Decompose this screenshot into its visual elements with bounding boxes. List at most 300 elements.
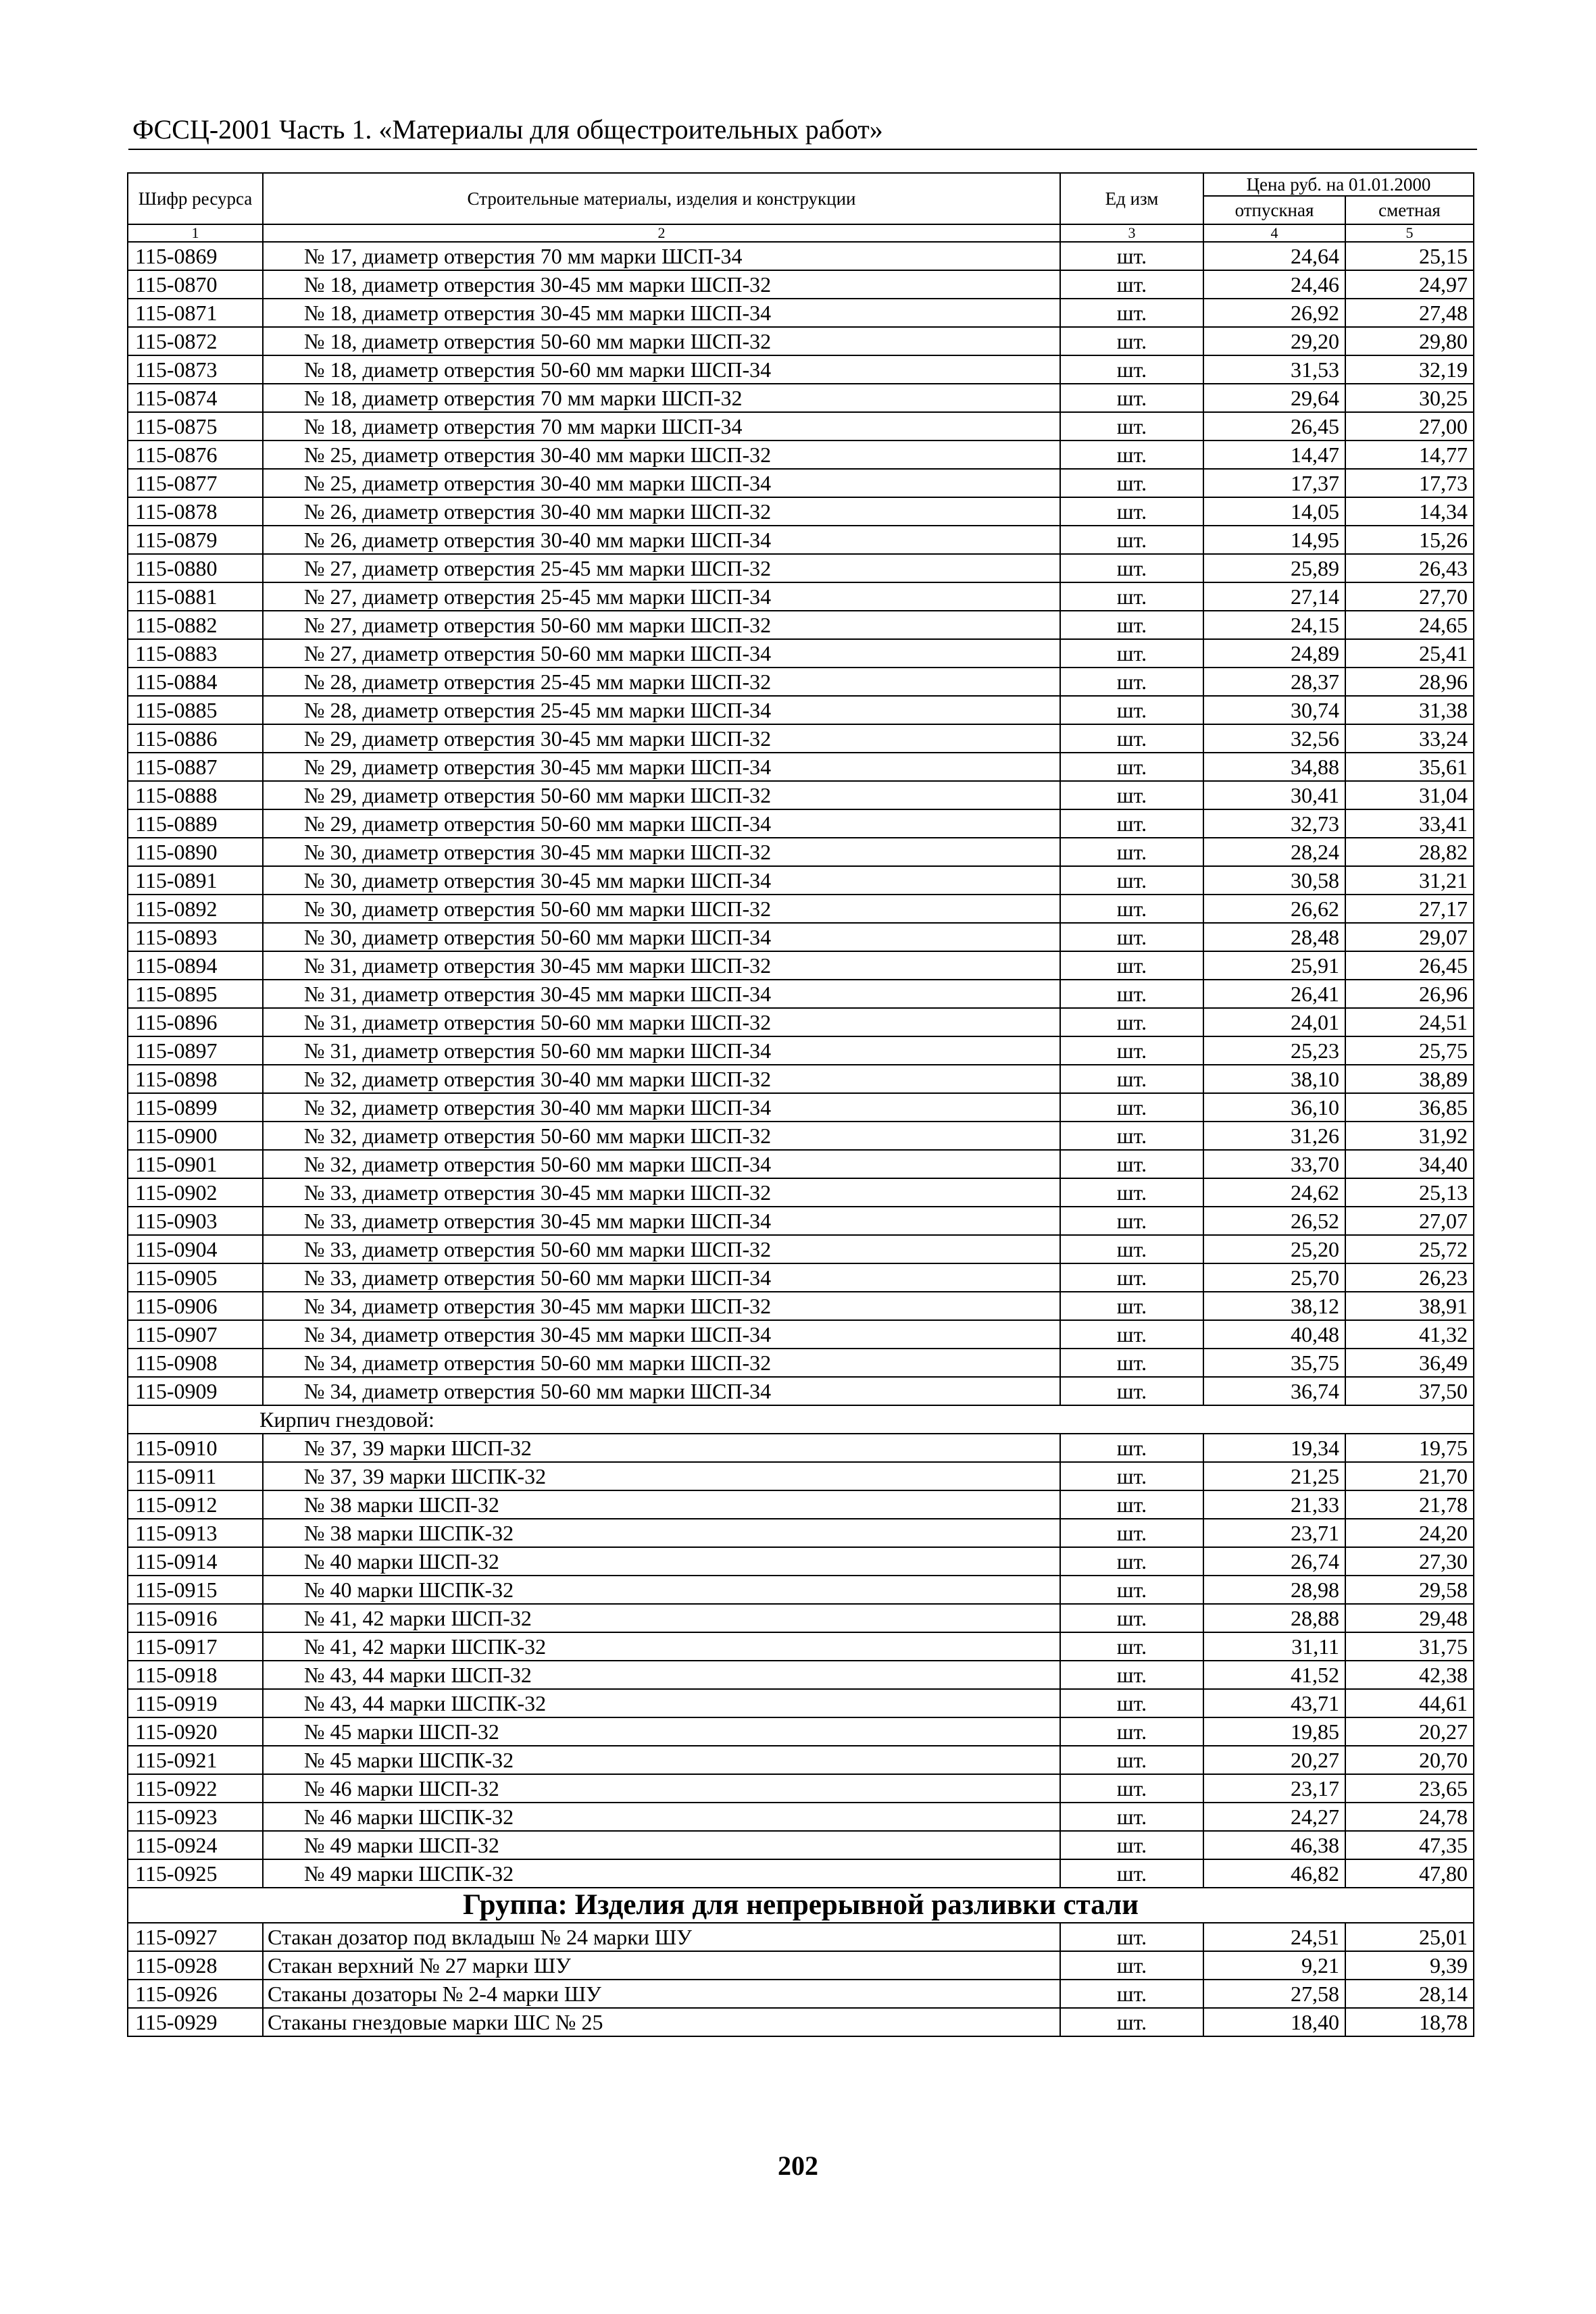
group-heading: Группа: Изделия для непрерывной разливки стали: [128, 1888, 1474, 1923]
table-row: [128, 1036, 1474, 1065]
resource-code: 115-0869: [128, 242, 263, 270]
material-name: № 31, диаметр отверстия 30-45 мм марки ШСП-32: [263, 951, 1060, 980]
resource-code: 115-0871: [128, 299, 263, 327]
release-price: 24,46: [1203, 270, 1345, 299]
unit-of-measure: шт.: [1060, 1349, 1203, 1377]
material-name: № 27, диаметр отверстия 50-60 мм марки ШСП-34: [263, 639, 1060, 668]
material-name: № 34, диаметр отверстия 30-45 мм марки ШСП-32: [263, 1292, 1060, 1320]
header-estimate-price: сметная: [1345, 196, 1474, 224]
release-price: 28,88: [1203, 1604, 1345, 1632]
release-price: 25,23: [1203, 1036, 1345, 1065]
table-row: [128, 895, 1474, 923]
release-price: 24,27: [1203, 1803, 1345, 1831]
material-name: № 18, диаметр отверстия 30-45 мм марки ШСП-32: [263, 270, 1060, 299]
release-price: 38,12: [1203, 1292, 1345, 1320]
table-row: [128, 1689, 1474, 1717]
material-name: № 46 марки ШСП-32: [263, 1774, 1060, 1803]
estimate-price: 36,49: [1345, 1349, 1474, 1377]
unit-of-measure: шт.: [1060, 724, 1203, 753]
page-header-title: ФССЦ-2001 Часть 1. «Материалы для общестроительных работ»: [132, 114, 883, 145]
material-name: № 31, диаметр отверстия 50-60 мм марки ШСП-32: [263, 1008, 1060, 1036]
estimate-price: 25,15: [1345, 242, 1474, 270]
table-row: [128, 412, 1474, 441]
release-price: 21,25: [1203, 1462, 1345, 1490]
release-price: 18,40: [1203, 2008, 1345, 2036]
material-name: № 49 марки ШСП-32: [263, 1831, 1060, 1859]
material-name: № 33, диаметр отверстия 30-45 мм марки ШСП-32: [263, 1178, 1060, 1207]
release-price: 27,14: [1203, 582, 1345, 611]
release-price: 46,82: [1203, 1859, 1345, 1888]
group-heading-row: [128, 1888, 1474, 1923]
resource-code: 115-0926: [128, 1980, 263, 2008]
material-name: № 30, диаметр отверстия 50-60 мм марки ШСП-34: [263, 923, 1060, 951]
material-name: № 31, диаметр отверстия 50-60 мм марки ШСП-34: [263, 1036, 1060, 1065]
material-name: № 32, диаметр отверстия 30-40 мм марки ШСП-34: [263, 1093, 1060, 1122]
resource-code: 115-0876: [128, 441, 263, 469]
resource-code: 115-0922: [128, 1774, 263, 1803]
estimate-price: 27,70: [1345, 582, 1474, 611]
table-row: [128, 1604, 1474, 1632]
unit-of-measure: шт.: [1060, 1377, 1203, 1405]
material-name: № 41, 42 марки ШСП-32: [263, 1604, 1060, 1632]
estimate-price: 18,78: [1345, 2008, 1474, 2036]
resource-code: 115-0923: [128, 1803, 263, 1831]
table-row: [128, 1377, 1474, 1405]
release-price: 26,52: [1203, 1207, 1345, 1235]
resource-code: 115-0921: [128, 1746, 263, 1774]
unit-of-measure: шт.: [1060, 526, 1203, 554]
estimate-price: 24,65: [1345, 611, 1474, 639]
unit-of-measure: шт.: [1060, 1036, 1203, 1065]
resource-code: 115-0884: [128, 668, 263, 696]
estimate-price: 38,91: [1345, 1292, 1474, 1320]
unit-of-measure: шт.: [1060, 1632, 1203, 1661]
material-name: № 26, диаметр отверстия 30-40 мм марки ШСП-32: [263, 497, 1060, 526]
release-price: 24,01: [1203, 1008, 1345, 1036]
estimate-price: 44,61: [1345, 1689, 1474, 1717]
material-name: № 32, диаметр отверстия 30-40 мм марки ШСП-32: [263, 1065, 1060, 1093]
table-row: [128, 1320, 1474, 1349]
material-name: № 18, диаметр отверстия 50-60 мм марки ШСП-34: [263, 355, 1060, 384]
material-name: № 29, диаметр отверстия 50-60 мм марки ШСП-34: [263, 809, 1060, 838]
table-row: [128, 1859, 1474, 1888]
table-row: [128, 1923, 1474, 1951]
table-row: [128, 1951, 1474, 1980]
resource-code: 115-0875: [128, 412, 263, 441]
release-price: 40,48: [1203, 1320, 1345, 1349]
estimate-price: 29,48: [1345, 1604, 1474, 1632]
section-heading-row: [128, 1405, 1474, 1434]
estimate-price: 38,89: [1345, 1065, 1474, 1093]
table-row: [128, 1008, 1474, 1036]
table-row: [128, 1178, 1474, 1207]
estimate-price: 26,43: [1345, 554, 1474, 582]
material-name: № 41, 42 марки ШСПК-32: [263, 1632, 1060, 1661]
release-price: 26,45: [1203, 412, 1345, 441]
release-price: 20,27: [1203, 1746, 1345, 1774]
material-name: № 27, диаметр отверстия 25-45 мм марки ШСП-34: [263, 582, 1060, 611]
unit-of-measure: шт.: [1060, 1235, 1203, 1263]
unit-of-measure: шт.: [1060, 1150, 1203, 1178]
resource-code: 115-0886: [128, 724, 263, 753]
material-name: № 18, диаметр отверстия 70 мм марки ШСП-34: [263, 412, 1060, 441]
material-name: № 27, диаметр отверстия 25-45 мм марки ШСП-32: [263, 554, 1060, 582]
table-row: [128, 611, 1474, 639]
material-name: № 40 марки ШСПК-32: [263, 1576, 1060, 1604]
unit-of-measure: шт.: [1060, 1980, 1203, 2008]
unit-of-measure: шт.: [1060, 1434, 1203, 1462]
unit-of-measure: шт.: [1060, 1263, 1203, 1292]
header-divider: [128, 149, 1477, 150]
resource-code: 115-0903: [128, 1207, 263, 1235]
release-price: 27,58: [1203, 1980, 1345, 2008]
material-name: № 38 марки ШСП-32: [263, 1490, 1060, 1519]
unit-of-measure: шт.: [1060, 1831, 1203, 1859]
release-price: 19,34: [1203, 1434, 1345, 1462]
unit-of-measure: шт.: [1060, 1547, 1203, 1576]
material-name: № 34, диаметр отверстия 30-45 мм марки ШСП-34: [263, 1320, 1060, 1349]
estimate-price: 24,51: [1345, 1008, 1474, 1036]
unit-of-measure: шт.: [1060, 1519, 1203, 1547]
resource-code: 115-0902: [128, 1178, 263, 1207]
resource-code: 115-0893: [128, 923, 263, 951]
unit-of-measure: шт.: [1060, 582, 1203, 611]
release-price: 30,74: [1203, 696, 1345, 724]
estimate-price: 28,82: [1345, 838, 1474, 866]
material-name: № 27, диаметр отверстия 50-60 мм марки ШСП-32: [263, 611, 1060, 639]
material-name: № 29, диаметр отверстия 30-45 мм марки ШСП-34: [263, 753, 1060, 781]
estimate-price: 36,85: [1345, 1093, 1474, 1122]
material-name: № 43, 44 марки ШСПК-32: [263, 1689, 1060, 1717]
material-name: № 18, диаметр отверстия 50-60 мм марки ШСП-32: [263, 327, 1060, 355]
unit-of-measure: шт.: [1060, 1178, 1203, 1207]
material-name: № 26, диаметр отверстия 30-40 мм марки ШСП-34: [263, 526, 1060, 554]
table-row: [128, 299, 1474, 327]
release-price: 32,73: [1203, 809, 1345, 838]
resource-code: 115-0878: [128, 497, 263, 526]
unit-of-measure: шт.: [1060, 1490, 1203, 1519]
table-row: [128, 696, 1474, 724]
unit-of-measure: шт.: [1060, 1923, 1203, 1951]
table-row: [128, 1547, 1474, 1576]
material-name: Стакан верхний № 27 марки ШУ: [263, 1951, 1060, 1980]
estimate-price: 27,48: [1345, 299, 1474, 327]
resource-code: 115-0914: [128, 1547, 263, 1576]
release-price: 25,70: [1203, 1263, 1345, 1292]
unit-of-measure: шт.: [1060, 668, 1203, 696]
release-price: 30,58: [1203, 866, 1345, 895]
material-name: № 37, 39 марки ШСПК-32: [263, 1462, 1060, 1490]
release-price: 24,15: [1203, 611, 1345, 639]
release-price: 25,20: [1203, 1235, 1345, 1263]
estimate-price: 26,23: [1345, 1263, 1474, 1292]
estimate-price: 26,96: [1345, 980, 1474, 1008]
resource-code: 115-0910: [128, 1434, 263, 1462]
unit-of-measure: шт.: [1060, 1122, 1203, 1150]
resource-code: 115-0895: [128, 980, 263, 1008]
estimate-price: 34,40: [1345, 1150, 1474, 1178]
material-name: № 34, диаметр отверстия 50-60 мм марки ШСП-32: [263, 1349, 1060, 1377]
estimate-price: 35,61: [1345, 753, 1474, 781]
table-row: [128, 384, 1474, 412]
table-row: [128, 753, 1474, 781]
material-name: № 43, 44 марки ШСП-32: [263, 1661, 1060, 1689]
estimate-price: 31,21: [1345, 866, 1474, 895]
estimate-price: 20,27: [1345, 1717, 1474, 1746]
unit-of-measure: шт.: [1060, 1661, 1203, 1689]
resource-code: 115-0879: [128, 526, 263, 554]
estimate-price: 29,58: [1345, 1576, 1474, 1604]
estimate-price: 47,80: [1345, 1859, 1474, 1888]
release-price: 9,21: [1203, 1951, 1345, 1980]
table-row: [128, 809, 1474, 838]
material-name: № 29, диаметр отверстия 30-45 мм марки ШСП-32: [263, 724, 1060, 753]
estimate-price: 25,72: [1345, 1235, 1474, 1263]
estimate-price: 41,32: [1345, 1320, 1474, 1349]
header-release-price: отпускная: [1203, 196, 1345, 224]
table-row: [128, 242, 1474, 270]
resource-code: 115-0927: [128, 1923, 263, 1951]
resource-code: 115-0911: [128, 1462, 263, 1490]
column-number: 2: [263, 224, 1060, 242]
table-row: [128, 724, 1474, 753]
resource-code: 115-0891: [128, 866, 263, 895]
material-name: № 37, 39 марки ШСП-32: [263, 1434, 1060, 1462]
resource-code: 115-0899: [128, 1093, 263, 1122]
table-row: [128, 469, 1474, 497]
unit-of-measure: шт.: [1060, 1951, 1203, 1980]
material-name: № 40 марки ШСП-32: [263, 1547, 1060, 1576]
table-row: [128, 923, 1474, 951]
resource-code: 115-0901: [128, 1150, 263, 1178]
release-price: 26,41: [1203, 980, 1345, 1008]
resource-code: 115-0912: [128, 1490, 263, 1519]
estimate-price: 9,39: [1345, 1951, 1474, 1980]
table-row: [128, 1746, 1474, 1774]
resource-code: 115-0898: [128, 1065, 263, 1093]
unit-of-measure: шт.: [1060, 384, 1203, 412]
unit-of-measure: шт.: [1060, 327, 1203, 355]
release-price: 26,74: [1203, 1547, 1345, 1576]
estimate-price: 23,65: [1345, 1774, 1474, 1803]
header-code: Шифр ресурса: [128, 173, 263, 224]
estimate-price: 24,20: [1345, 1519, 1474, 1547]
release-price: 28,98: [1203, 1576, 1345, 1604]
estimate-price: 37,50: [1345, 1377, 1474, 1405]
material-name: № 46 марки ШСПК-32: [263, 1803, 1060, 1831]
estimate-price: 27,17: [1345, 895, 1474, 923]
unit-of-measure: шт.: [1060, 270, 1203, 299]
release-price: 24,64: [1203, 242, 1345, 270]
table-row: [128, 1661, 1474, 1689]
material-name: Стакан дозатор под вкладыш № 24 марки ШУ: [263, 1923, 1060, 1951]
table-row: [128, 1065, 1474, 1093]
release-price: 25,91: [1203, 951, 1345, 980]
table-row: [128, 1093, 1474, 1122]
estimate-price: 28,96: [1345, 668, 1474, 696]
release-price: 35,75: [1203, 1349, 1345, 1377]
table-row: [128, 1576, 1474, 1604]
material-name: № 28, диаметр отверстия 25-45 мм марки ШСП-34: [263, 696, 1060, 724]
release-price: 34,88: [1203, 753, 1345, 781]
table-row: [128, 497, 1474, 526]
resource-code: 115-0929: [128, 2008, 263, 2036]
unit-of-measure: шт.: [1060, 1859, 1203, 1888]
estimate-price: 21,78: [1345, 1490, 1474, 1519]
unit-of-measure: шт.: [1060, 1604, 1203, 1632]
release-price: 26,92: [1203, 299, 1345, 327]
table-row: [128, 866, 1474, 895]
release-price: 31,53: [1203, 355, 1345, 384]
release-price: 28,37: [1203, 668, 1345, 696]
resource-code: 115-0892: [128, 895, 263, 923]
resource-code: 115-0900: [128, 1122, 263, 1150]
unit-of-measure: шт.: [1060, 1576, 1203, 1604]
release-price: 24,51: [1203, 1923, 1345, 1951]
estimate-price: 27,07: [1345, 1207, 1474, 1235]
estimate-price: 27,30: [1345, 1547, 1474, 1576]
unit-of-measure: шт.: [1060, 980, 1203, 1008]
table-row: [128, 639, 1474, 668]
estimate-price: 25,01: [1345, 1923, 1474, 1951]
estimate-price: 29,07: [1345, 923, 1474, 951]
resource-code: 115-0919: [128, 1689, 263, 1717]
column-number: 5: [1345, 224, 1474, 242]
unit-of-measure: шт.: [1060, 2008, 1203, 2036]
unit-of-measure: шт.: [1060, 809, 1203, 838]
resource-code: 115-0881: [128, 582, 263, 611]
estimate-price: 42,38: [1345, 1661, 1474, 1689]
resource-code: 115-0913: [128, 1519, 263, 1547]
unit-of-measure: шт.: [1060, 1803, 1203, 1831]
unit-of-measure: шт.: [1060, 497, 1203, 526]
material-name: Стаканы гнездовые марки ШС № 25: [263, 2008, 1060, 2036]
release-price: 26,62: [1203, 895, 1345, 923]
resource-code: 115-0894: [128, 951, 263, 980]
table-row: [128, 270, 1474, 299]
unit-of-measure: шт.: [1060, 1462, 1203, 1490]
material-name: № 31, диаметр отверстия 30-45 мм марки ШСП-34: [263, 980, 1060, 1008]
table-header-row: [128, 173, 1474, 196]
table-row: [128, 838, 1474, 866]
estimate-price: 30,25: [1345, 384, 1474, 412]
estimate-price: 33,24: [1345, 724, 1474, 753]
material-name: № 33, диаметр отверстия 50-60 мм марки ШСП-32: [263, 1235, 1060, 1263]
unit-of-measure: шт.: [1060, 1717, 1203, 1746]
unit-of-measure: шт.: [1060, 1008, 1203, 1036]
column-number: 1: [128, 224, 263, 242]
resource-code: 115-0908: [128, 1349, 263, 1377]
material-name: № 17, диаметр отверстия 70 мм марки ШСП-34: [263, 242, 1060, 270]
release-price: 25,89: [1203, 554, 1345, 582]
table-row: [128, 1150, 1474, 1178]
estimate-price: 26,45: [1345, 951, 1474, 980]
header-unit: Ед изм: [1060, 173, 1203, 224]
resource-code: 115-0917: [128, 1632, 263, 1661]
release-price: 36,74: [1203, 1377, 1345, 1405]
release-price: 23,71: [1203, 1519, 1345, 1547]
resource-code: 115-0907: [128, 1320, 263, 1349]
unit-of-measure: шт.: [1060, 838, 1203, 866]
material-name: Стаканы дозаторы № 2-4 марки ШУ: [263, 1980, 1060, 2008]
release-price: 28,48: [1203, 923, 1345, 951]
estimate-price: 32,19: [1345, 355, 1474, 384]
release-price: 14,05: [1203, 497, 1345, 526]
release-price: 24,89: [1203, 639, 1345, 668]
resource-code: 115-0889: [128, 809, 263, 838]
resource-code: 115-0874: [128, 384, 263, 412]
estimate-price: 19,75: [1345, 1434, 1474, 1462]
resource-code: 115-0896: [128, 1008, 263, 1036]
table-row: [128, 1462, 1474, 1490]
resource-code: 115-0925: [128, 1859, 263, 1888]
column-number-row: [128, 224, 1474, 242]
unit-of-measure: шт.: [1060, 951, 1203, 980]
price-table-body: [128, 173, 1474, 2036]
material-name: № 34, диаметр отверстия 50-60 мм марки ШСП-34: [263, 1377, 1060, 1405]
release-price: 31,11: [1203, 1632, 1345, 1661]
estimate-price: 28,14: [1345, 1980, 1474, 2008]
table-row: [128, 526, 1474, 554]
release-price: 19,85: [1203, 1717, 1345, 1746]
release-price: 38,10: [1203, 1065, 1345, 1093]
resource-code: 115-0916: [128, 1604, 263, 1632]
table-row: [128, 1349, 1474, 1377]
estimate-price: 14,77: [1345, 441, 1474, 469]
table-row: [128, 1519, 1474, 1547]
material-name: № 30, диаметр отверстия 30-45 мм марки ШСП-34: [263, 866, 1060, 895]
unit-of-measure: шт.: [1060, 753, 1203, 781]
unit-of-measure: шт.: [1060, 1207, 1203, 1235]
resource-code: 115-0905: [128, 1263, 263, 1292]
material-name: № 32, диаметр отверстия 50-60 мм марки ШСП-34: [263, 1150, 1060, 1178]
resource-code: 115-0873: [128, 355, 263, 384]
material-name: № 30, диаметр отверстия 50-60 мм марки ШСП-32: [263, 895, 1060, 923]
table-row: [128, 980, 1474, 1008]
unit-of-measure: шт.: [1060, 1065, 1203, 1093]
table-row: [128, 441, 1474, 469]
table-row: [128, 1263, 1474, 1292]
table-row: [128, 1980, 1474, 2008]
unit-of-measure: шт.: [1060, 412, 1203, 441]
resource-code: 115-0872: [128, 327, 263, 355]
section-heading: Кирпич гнездовой:: [128, 1405, 1474, 1434]
unit-of-measure: шт.: [1060, 554, 1203, 582]
unit-of-measure: шт.: [1060, 242, 1203, 270]
release-price: 29,20: [1203, 327, 1345, 355]
table-row: [128, 1122, 1474, 1150]
table-row: [128, 1235, 1474, 1263]
estimate-price: 25,41: [1345, 639, 1474, 668]
estimate-price: 24,97: [1345, 270, 1474, 299]
column-number: 3: [1060, 224, 1203, 242]
unit-of-measure: шт.: [1060, 866, 1203, 895]
material-name: № 18, диаметр отверстия 30-45 мм марки ШСП-34: [263, 299, 1060, 327]
estimate-price: 27,00: [1345, 412, 1474, 441]
release-price: 33,70: [1203, 1150, 1345, 1178]
resource-code: 115-0888: [128, 781, 263, 809]
resource-code: 115-0904: [128, 1235, 263, 1263]
table-row: [128, 668, 1474, 696]
table-row: [128, 951, 1474, 980]
resource-code: 115-0887: [128, 753, 263, 781]
resource-code: 115-0870: [128, 270, 263, 299]
resource-code: 115-0918: [128, 1661, 263, 1689]
unit-of-measure: шт.: [1060, 639, 1203, 668]
resource-code: 115-0924: [128, 1831, 263, 1859]
table-row: [128, 554, 1474, 582]
resource-code: 115-0897: [128, 1036, 263, 1065]
